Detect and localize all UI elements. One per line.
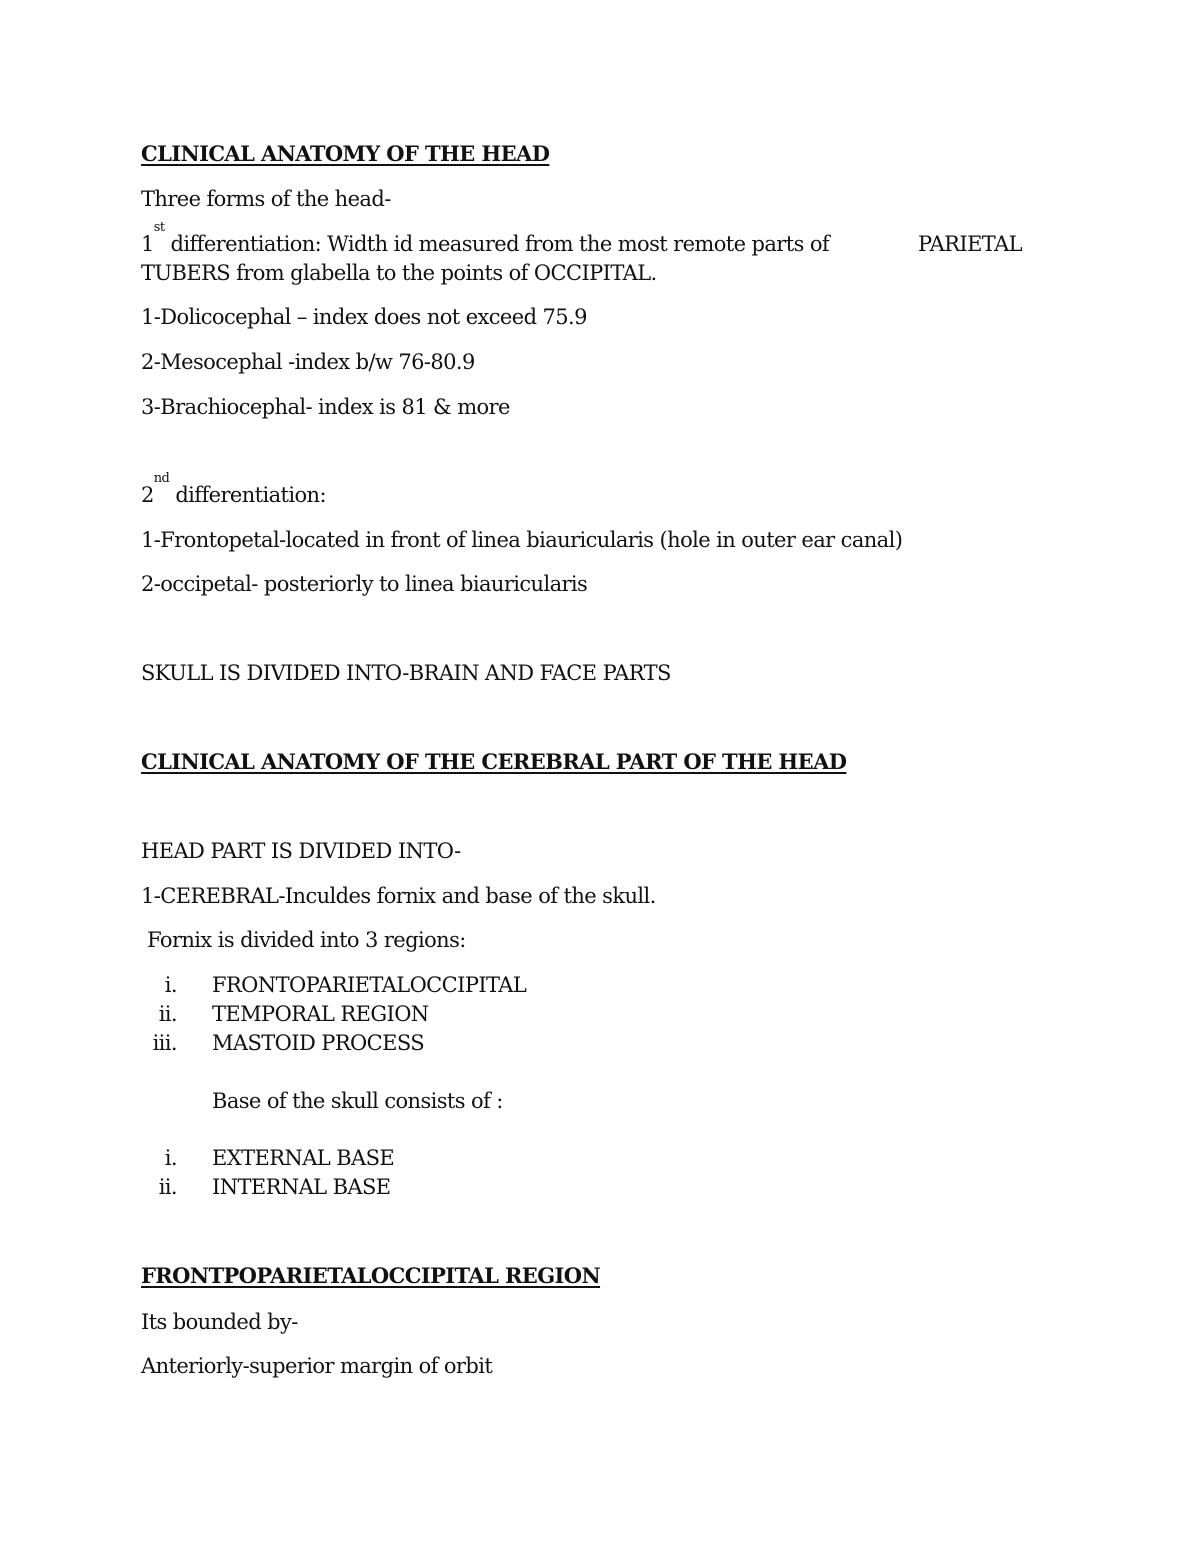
list-item: 2-Mesocephal -index b/w 76-80.9 bbox=[141, 350, 475, 374]
list-item: 1-Frontopetal-located in front of linea biauricularis (hole in outer ear canal) bbox=[141, 528, 903, 552]
differentiation-text: differentiation: bbox=[169, 483, 326, 507]
intro-line: Three forms of the head- bbox=[141, 187, 391, 211]
list-item: 1-Dolicocephal – index does not exceed 75.9 bbox=[141, 305, 587, 329]
base-part-item: EXTERNAL BASE bbox=[212, 1146, 395, 1170]
roman-numeral: ii. bbox=[158, 1175, 177, 1199]
roman-numeral: iii. bbox=[152, 1031, 177, 1055]
differentiation-text: differentiation: Width id measured from the most remote parts of bbox=[164, 232, 830, 256]
list-item: 3-Brachiocephal- index is 81 & more bbox=[141, 395, 510, 419]
fornix-intro-line: Fornix is divided into 3 regions: bbox=[141, 928, 466, 952]
heading-cerebral-part: CLINICAL ANATOMY OF THE CEREBRAL PART OF THE HEAD bbox=[141, 749, 847, 774]
ordinal-number: 2 bbox=[141, 483, 154, 507]
anteriorly-line: Anteriorly-superior margin of orbit bbox=[141, 1354, 493, 1378]
roman-numeral: i. bbox=[164, 973, 177, 997]
head-part-line: HEAD PART IS DIVIDED INTO- bbox=[141, 839, 461, 863]
base-part-item: INTERNAL BASE bbox=[212, 1175, 391, 1199]
list-item: 2-occipetal- posteriorly to linea biauricularis bbox=[141, 572, 588, 596]
ordinal-suffix: nd bbox=[153, 471, 170, 486]
heading-clinical-anatomy-head: CLINICAL ANATOMY OF THE HEAD bbox=[141, 141, 550, 166]
roman-numeral: i. bbox=[164, 1146, 177, 1170]
ordinal-number: 1 bbox=[141, 232, 154, 256]
fornix-region-item: FRONTOPARIETALOCCIPITAL bbox=[212, 973, 527, 997]
cerebral-line: 1-CEREBRAL-Inculdes fornix and base of the skull. bbox=[141, 884, 656, 908]
first-differentiation-line bbox=[141, 220, 830, 257]
fornix-region-item: MASTOID PROCESS bbox=[212, 1031, 425, 1055]
second-differentiation-line bbox=[141, 471, 326, 508]
base-intro-line: Base of the skull consists of : bbox=[212, 1089, 503, 1113]
fornix-region-item: TEMPORAL REGION bbox=[212, 1002, 429, 1026]
first-differentiation-continuation: TUBERS from glabella to the points of OCCIPITAL. bbox=[141, 261, 657, 285]
bounded-line: Its bounded by- bbox=[141, 1310, 298, 1334]
heading-frontoparietal-region: FRONTPOPARIETALOCCIPITAL REGION bbox=[141, 1263, 601, 1288]
parietal-word: PARIETAL bbox=[918, 232, 1022, 256]
roman-numeral: ii. bbox=[158, 1002, 177, 1026]
ordinal-suffix: st bbox=[153, 220, 165, 235]
skull-division-line: SKULL IS DIVIDED INTO-BRAIN AND FACE PARTS bbox=[141, 661, 671, 685]
